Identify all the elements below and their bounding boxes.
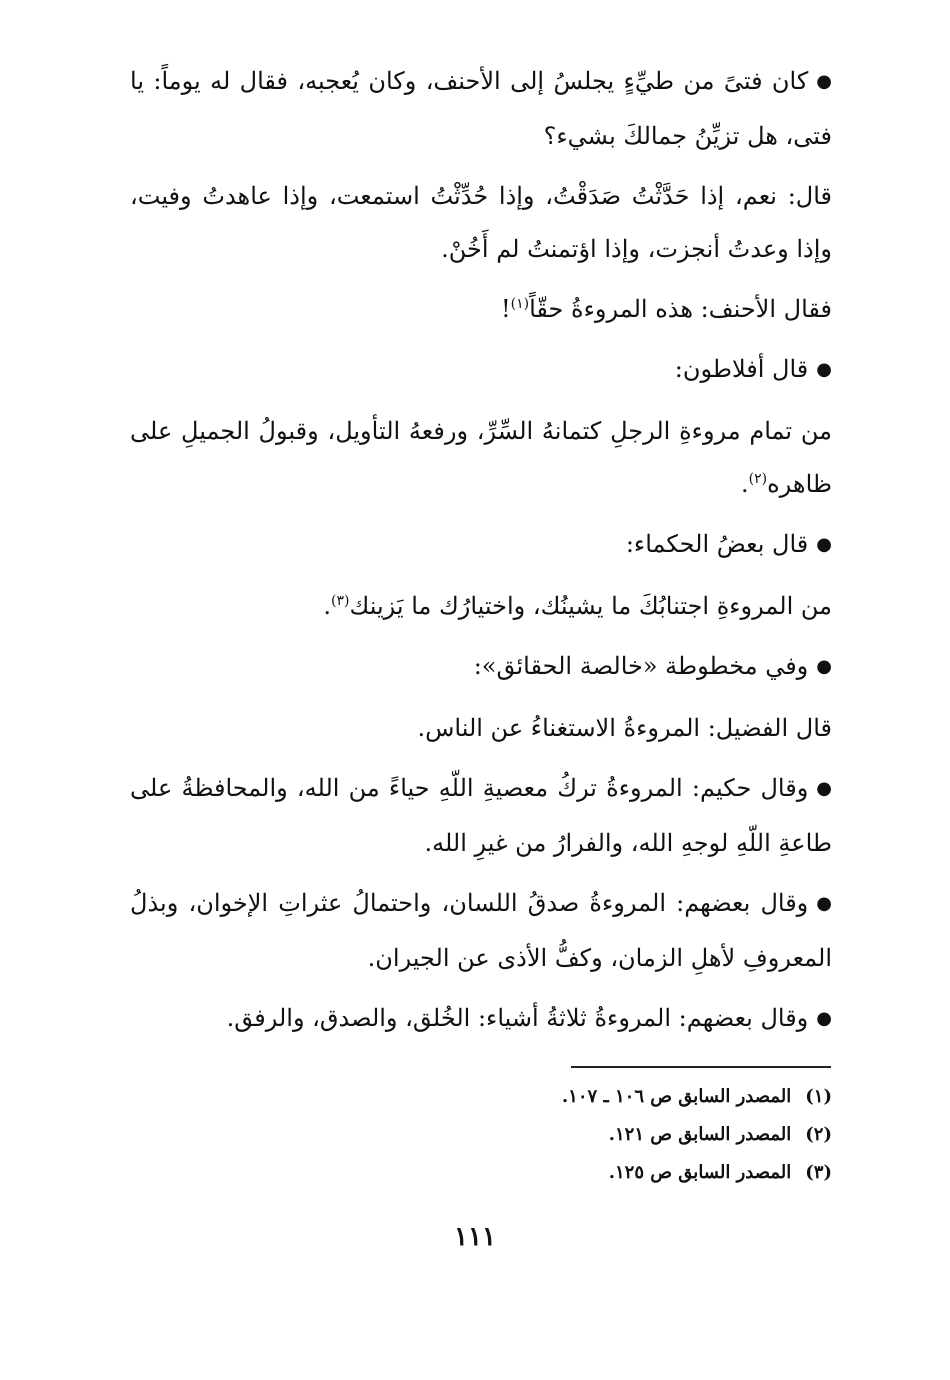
bullet-icon: ● — [816, 534, 832, 555]
footnote-divider — [571, 1066, 831, 1068]
main-text — [130, 55, 832, 1054]
footnote-number: (١) — [805, 1086, 832, 1107]
footnote-number: (٣) — [805, 1162, 832, 1183]
paragraph-5 — [130, 405, 832, 511]
paragraph-1 — [130, 55, 832, 163]
paragraph-4 — [130, 343, 832, 398]
paragraph-text: قال الفضيل: المروءةُ الاستغناءُ عن الناس. — [417, 714, 832, 742]
footnotes — [380, 1078, 832, 1192]
bullet-icon: ● — [816, 359, 832, 380]
paragraph-end-punct: . — [323, 592, 332, 620]
paragraph-text: وقال بعضهم: المروءةُ صدقُ اللسان، واحتمالُ عثراتِ الإخوان، وبذلُ المعروفِ لأهلِ الزمان، وكفُّ الأذى عن الجيران. — [130, 889, 832, 972]
paragraph-2 — [130, 170, 832, 276]
footnote-text: المصدر السابق ص ١٢١. — [608, 1124, 792, 1145]
paragraph-text: من تمام مروءةِ الرجلِ كتمانهُ السِّرِّ، ورفعهُ التأويل، وقبولُ الجميلِ على ظاهره — [130, 417, 833, 498]
footnote-text: المصدر السابق ص ١٢٥. — [608, 1162, 792, 1183]
paragraph-9 — [130, 702, 832, 755]
paragraph-6 — [130, 518, 832, 573]
paragraph-text: قال: نعم، إذا حَدَّثْتُ صَدَقْتُ، وإذا حُدِّثْتُ استمعت، وإذا عاهدتُ وفيت، وإذا وعدتُ أنجزت، وإذا اؤتمنتُ لم أَخُنْ. — [130, 182, 832, 263]
bullet-icon: ● — [816, 893, 832, 914]
paragraph-text: وفي مخطوطة «خالصة الحقائق»: — [473, 652, 809, 680]
paragraph-text: وقال حكيم: المروءةُ تركُ معصيةِ اللّهِ حياءً من الله، والمحافظةُ على طاعةِ اللّهِ لوجهِ الله، والفرارُ من غيرِ الله. — [130, 774, 832, 857]
paragraph-12 — [130, 992, 832, 1047]
footnote-text: المصدر السابق ص ١٠٦ ـ ١٠٧. — [561, 1086, 792, 1107]
footnote-1 — [380, 1078, 832, 1116]
footnote-2 — [380, 1116, 832, 1154]
paragraph-end-punct: . — [741, 470, 749, 498]
paragraph-text: قال بعضُ الحكماء: — [625, 530, 809, 558]
paragraph-text: وقال بعضهم: المروءةُ ثلاثةُ أشياء: الخُلق، والصدق، والرفق. — [226, 1004, 809, 1032]
page-number: ١١١ — [454, 1222, 496, 1252]
paragraph-text: كان فتىً من طيِّءٍ يجلسُ إلى الأحنف، وكان يُعجبه، فقال له يوماً: يا فتى، هل تزيِّنُ جمالكَ بشيء؟ — [130, 67, 832, 150]
paragraph-8 — [130, 640, 832, 695]
paragraph-text: من المروءةِ اجتنابُكَ ما يشينُك، واختيارُك ما يَزينك — [349, 592, 832, 620]
paragraph-3 — [130, 283, 832, 336]
paragraph-text: قال أفلاطون: — [674, 355, 809, 383]
paragraph-11 — [130, 877, 832, 985]
bullet-icon: ● — [816, 71, 832, 92]
bullet-icon: ● — [816, 778, 832, 799]
footnote-number: (٢) — [805, 1124, 832, 1145]
paragraph-text: فقال الأحنف: هذه المروءةُ حقّاً — [529, 295, 832, 323]
footnote-marker-3: (٣) — [331, 593, 350, 609]
bullet-icon: ● — [816, 656, 832, 677]
bullet-icon: ● — [816, 1008, 832, 1029]
footnote-marker-2: (٢) — [748, 471, 768, 487]
footnote-marker-1: (١) — [510, 296, 530, 312]
paragraph-7 — [130, 580, 832, 633]
footnote-3 — [380, 1154, 832, 1192]
paragraph-end-punct: ! — [500, 295, 511, 323]
paragraph-10 — [130, 762, 832, 870]
